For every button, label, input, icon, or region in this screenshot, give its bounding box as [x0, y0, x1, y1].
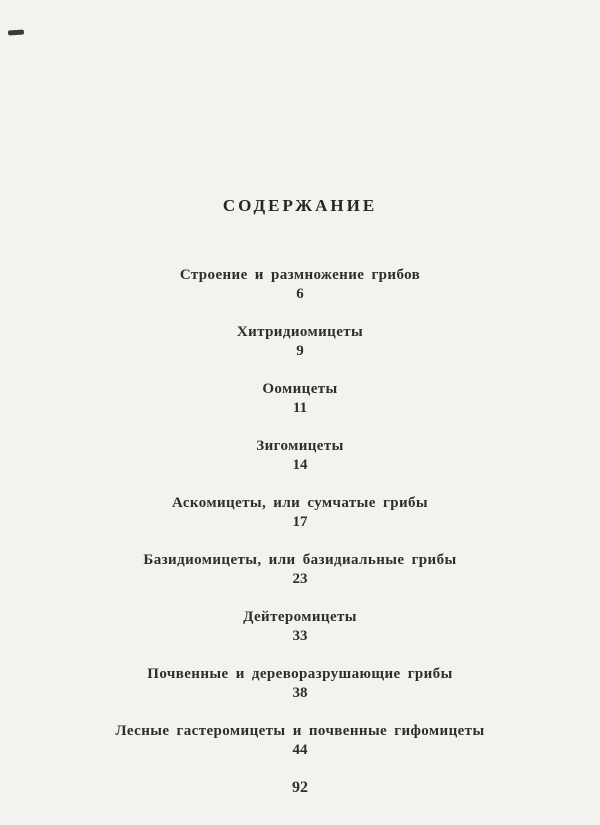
- toc-entry-title: Базидиомицеты, или базидиальные грибы: [143, 552, 457, 568]
- toc-entry: [0, 494, 600, 532]
- toc-entry-page: 23: [292, 571, 308, 587]
- toc-entry-page: 6: [296, 286, 304, 302]
- toc-entry: [0, 380, 600, 418]
- toc-entry-title: Аскомицеты, или сумчатые грибы: [171, 495, 428, 511]
- toc-entry-page: 14: [292, 457, 308, 473]
- scan-artifact: [8, 29, 24, 35]
- toc-entry-title: Строение и размножение грибов: [179, 267, 421, 283]
- toc-entry-page: 9: [296, 343, 304, 359]
- toc-entry-page: 11: [292, 400, 308, 416]
- toc-entry-page: 33: [292, 628, 308, 644]
- toc-entry-title: Зигомицеты: [256, 438, 344, 454]
- page-title: СОДЕРЖАНИЕ: [222, 196, 378, 215]
- toc-entry-title: Лесные гастеромицеты и почвенные гифомицеты: [115, 723, 485, 739]
- toc-entry: [0, 437, 600, 475]
- toc-entry: [0, 266, 600, 304]
- toc-entry-title: Хитридиомицеты: [236, 324, 364, 340]
- toc-entry-page: 44: [292, 742, 308, 758]
- toc-entry: [0, 722, 600, 760]
- toc-entry: [0, 323, 600, 361]
- toc-entry-page: 17: [292, 514, 308, 530]
- toc-entry: [0, 608, 600, 646]
- toc-entry-title: Почвенные и дереворазрушающие грибы: [147, 666, 453, 682]
- toc-entry: [0, 665, 600, 703]
- toc-list: [0, 266, 600, 760]
- toc-entry: [0, 551, 600, 589]
- toc-entry-page: 38: [292, 685, 308, 701]
- toc-entry-title: Оомицеты: [262, 381, 338, 397]
- toc-entry-title: Дейтеромицеты: [243, 609, 357, 625]
- page-number: 92: [292, 779, 308, 796]
